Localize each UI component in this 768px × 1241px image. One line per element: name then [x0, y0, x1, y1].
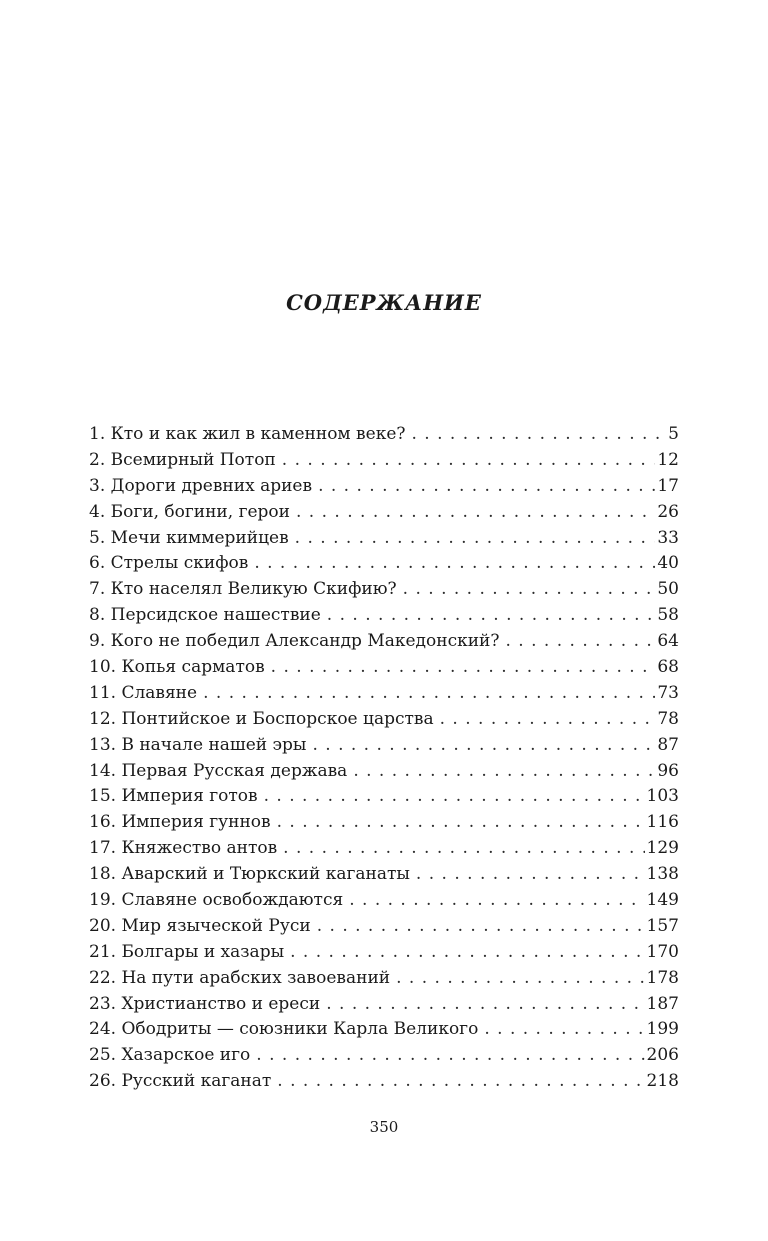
- toc-entry-page: 206: [646, 1045, 679, 1066]
- toc-entry-page: 187: [646, 993, 679, 1014]
- toc-entry-title: 16. Империя гуннов: [89, 812, 271, 833]
- toc-entry-title: 8. Персидское нашествие: [89, 605, 321, 626]
- toc-dot-leader: [250, 1043, 644, 1069]
- toc-entry-page: 218: [646, 1071, 679, 1092]
- toc-entry-title: 13. В начале нашей эры: [89, 734, 307, 755]
- toc-entry: [89, 629, 679, 655]
- toc-heading: СОДЕРЖАНИЕ: [286, 290, 482, 315]
- toc-entry-page: 68: [657, 657, 679, 678]
- toc-dot-leader: [406, 422, 667, 448]
- toc-entry-title: 14. Первая Русская держава: [89, 760, 348, 781]
- toc-entry: [89, 862, 679, 888]
- toc-dot-leader: [321, 603, 656, 629]
- toc-entry-page: 157: [646, 915, 679, 936]
- toc-entry-page: 116: [646, 812, 679, 833]
- toc-entry-title: 4. Боги, богини, герои: [89, 501, 290, 522]
- toc-dot-leader: [290, 500, 655, 526]
- toc-entry-page: 103: [646, 786, 679, 807]
- toc-entry-page: 33: [657, 527, 679, 548]
- toc-entry-page: 87: [657, 734, 679, 755]
- toc-entry-page: 58: [657, 605, 679, 626]
- toc-dot-leader: [271, 810, 645, 836]
- toc-entry: [89, 681, 679, 707]
- toc-entry-title: 24. Ободриты — союзники Карла Великого: [89, 1019, 479, 1040]
- toc-entry: [89, 836, 679, 862]
- toc-entry: [89, 526, 679, 552]
- toc-entry: [89, 733, 679, 759]
- toc-entry: [89, 966, 679, 992]
- toc-entry: [89, 655, 679, 681]
- toc-dot-leader: [277, 836, 644, 862]
- toc-entry: [89, 810, 679, 836]
- toc-entry: [89, 1043, 679, 1069]
- toc-entry-title: 11. Славяне: [89, 682, 198, 703]
- toc-dot-leader: [410, 862, 645, 888]
- toc-entry-page: 178: [646, 967, 679, 988]
- toc-entry: [89, 992, 679, 1018]
- toc-entry: [89, 603, 679, 629]
- toc-dot-leader: [289, 526, 656, 552]
- toc-dot-leader: [397, 577, 656, 603]
- toc-entry: [89, 888, 679, 914]
- toc-entry: [89, 940, 679, 966]
- toc-dot-leader: [390, 966, 644, 992]
- page-number: 350: [369, 1118, 399, 1136]
- toc-entry: [89, 914, 679, 940]
- toc-entry-page: 129: [646, 838, 679, 859]
- toc-entry-page: 149: [646, 890, 679, 911]
- toc-dot-leader: [500, 629, 656, 655]
- toc-dot-leader: [271, 1069, 644, 1095]
- toc-dot-leader: [276, 448, 656, 474]
- toc-dot-leader: [265, 655, 656, 681]
- toc-entry: [89, 422, 679, 448]
- toc-entry-title: 19. Славяне освобождаются: [89, 890, 344, 911]
- toc-entry-title: 21. Болгары и хазары: [89, 941, 285, 962]
- toc-entry-page: 5: [668, 424, 679, 444]
- toc-entry: [89, 1069, 679, 1095]
- toc-dot-leader: [320, 992, 644, 1018]
- toc-dot-leader: [311, 914, 645, 940]
- toc-entry-title: 9. Кого не победил Александр Македонский?: [89, 631, 500, 652]
- toc-entry-title: 5. Мечи киммерийцев: [89, 527, 289, 548]
- toc-entry-title: 22. На пути арабских завоеваний: [89, 967, 391, 988]
- toc-entry-title: 18. Аварский и Тюркский каганаты: [89, 864, 410, 885]
- toc-dot-leader: [312, 474, 655, 500]
- toc-entry: [89, 707, 679, 733]
- toc-entry-page: 138: [646, 864, 679, 885]
- toc-entry-page: 73: [657, 682, 679, 703]
- toc-dot-leader: [197, 681, 655, 707]
- toc-entry-page: 199: [646, 1019, 679, 1040]
- toc-entry: [89, 448, 679, 474]
- toc-entry-title: 1. Кто и как жил в каменном веке?: [89, 424, 406, 444]
- toc-entry: [89, 577, 679, 603]
- toc-entry-page: 26: [657, 501, 679, 522]
- toc-list: [89, 422, 679, 1095]
- toc-dot-leader: [258, 784, 645, 810]
- toc-entry-title: 3. Дороги древних ариев: [89, 475, 313, 496]
- toc-entry-title: 2. Всемирный Потоп: [89, 449, 276, 470]
- toc-entry: [89, 474, 679, 500]
- toc-entry: [89, 784, 679, 810]
- toc-entry-page: 170: [646, 941, 679, 962]
- toc-entry-title: 6. Стрелы скифов: [89, 553, 249, 574]
- toc-dot-leader: [306, 733, 655, 759]
- toc-entry: [89, 759, 679, 785]
- toc-entry-title: 7. Кто населял Великую Скифию?: [89, 579, 397, 600]
- toc-dot-leader: [347, 759, 655, 785]
- toc-entry-page: 17: [657, 475, 679, 496]
- toc-entry-page: 64: [657, 631, 679, 652]
- toc-entry-page: 50: [657, 579, 679, 600]
- toc-dot-leader: [248, 551, 655, 577]
- toc-dot-leader: [478, 1017, 644, 1043]
- toc-entry-page: 96: [657, 760, 679, 781]
- toc-dot-leader: [284, 940, 644, 966]
- toc-entry-page: 40: [657, 553, 679, 574]
- toc-entry: [89, 500, 679, 526]
- toc-entry-page: 12: [657, 449, 679, 470]
- toc-entry-title: 15. Империя готов: [89, 786, 258, 807]
- toc-entry: [89, 1017, 679, 1043]
- toc-entry-title: 23. Христианство и ереси: [89, 993, 321, 1014]
- toc-entry-title: 17. Княжество антов: [89, 838, 278, 859]
- toc-entry-title: 10. Копья сарматов: [89, 657, 265, 678]
- toc-entry-title: 20. Мир языческой Руси: [89, 915, 311, 936]
- toc-entry: [89, 551, 679, 577]
- toc-entry-title: 25. Хазарское иго: [89, 1045, 251, 1066]
- toc-entry-title: 26. Русский каганат: [89, 1071, 272, 1092]
- toc-dot-leader: [434, 707, 656, 733]
- toc-dot-leader: [343, 888, 644, 914]
- toc-entry-page: 78: [657, 708, 679, 729]
- toc-entry-title: 12. Понтийское и Боспорское царства: [89, 708, 434, 729]
